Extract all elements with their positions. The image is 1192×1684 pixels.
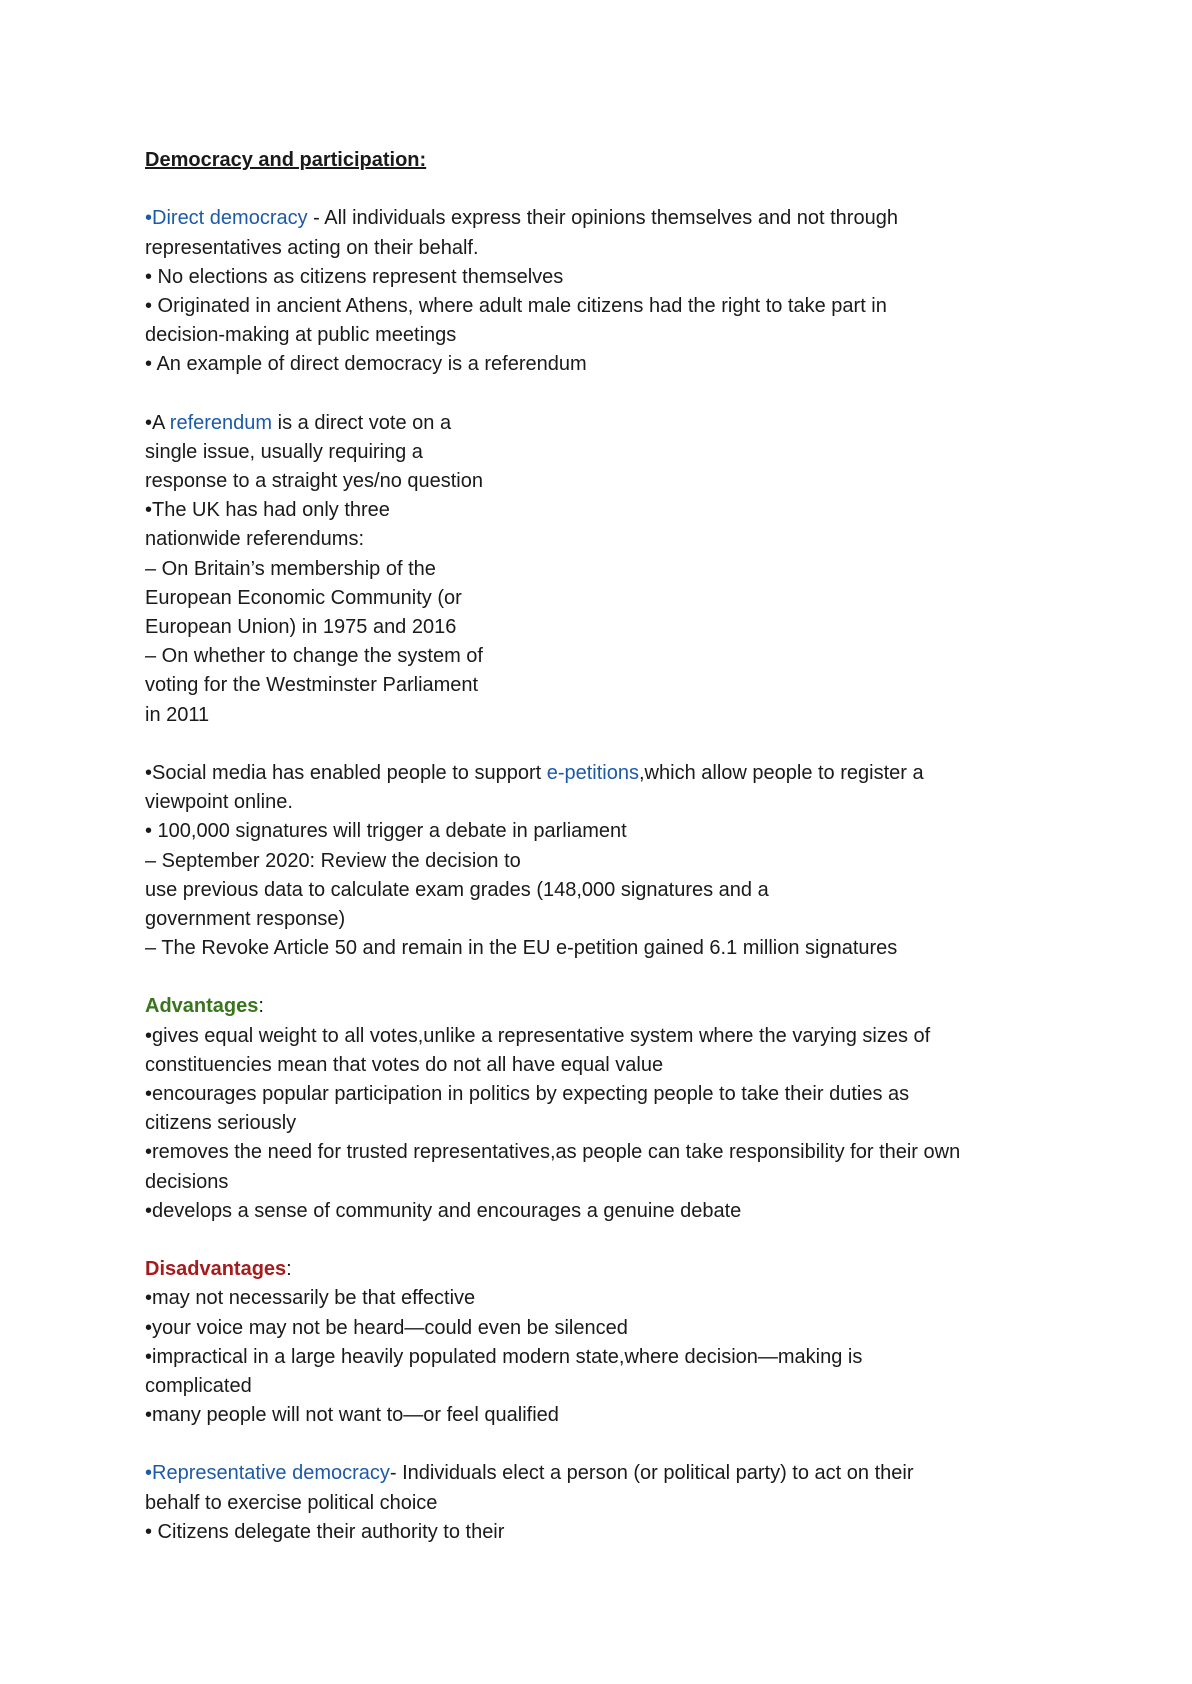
spacer	[145, 380, 1065, 409]
definition-text: is a direct vote on a	[272, 411, 452, 434]
spacer	[145, 1430, 1065, 1459]
list-item: •your voice may not be heard—could even be silenced	[145, 1316, 628, 1339]
list-item: •removes the need for trusted representatives,as people can take responsibility for their own	[145, 1141, 961, 1164]
text-line: • Originated in ancient Athens, where adult male citizens had the right to take part in	[145, 294, 887, 317]
text-line: – September 2020: Review the decision to	[145, 849, 521, 872]
list-item: •encourages popular participation in politics by expecting people to take their duties as	[145, 1083, 910, 1105]
text-line: • An example of direct democracy is a referendum	[145, 353, 587, 376]
page-title: Democracy and participation:	[145, 149, 427, 171]
spacer	[145, 730, 1065, 759]
list-item: •many people will not want to—or feel qualified	[145, 1404, 559, 1427]
text-line: European Union) in 1975 and 2016	[145, 616, 457, 638]
text-line: in 2011	[145, 703, 210, 726]
text-line: •The UK has had only three	[145, 499, 390, 522]
referendum-section	[145, 409, 1065, 730]
text-line: use previous data to calculate exam grades (148,000 signatures and a	[145, 878, 769, 901]
definition-text: ,which allow people to register a	[639, 761, 924, 784]
list-item: •may not necessarily be that effective	[145, 1287, 476, 1310]
epetitions-definition	[145, 759, 1065, 788]
spacer	[145, 175, 1065, 204]
list-item: complicated	[145, 1374, 252, 1397]
list-item: decisions	[145, 1170, 229, 1193]
spacer	[145, 963, 1065, 992]
disadvantages-section	[145, 1255, 1065, 1430]
advantages-label: Advantages	[145, 995, 259, 1018]
text-line: government response)	[145, 907, 346, 930]
text-line: – On whether to change the system of	[145, 645, 483, 668]
disadvantages-label: Disadvantages	[145, 1258, 287, 1281]
document-body	[145, 146, 1065, 1547]
list-item: •gives equal weight to all votes,unlike a representative system where the varying sizes of	[145, 1024, 931, 1047]
text-line: • No elections as citizens represent themselves	[145, 265, 564, 288]
term-representative-democracy: •Representative democracy	[145, 1462, 390, 1485]
representative-democracy-definition	[145, 1459, 1065, 1488]
text-line: • 100,000 signatures will trigger a debate in parliament	[145, 820, 627, 843]
text-line: decision-making at public meetings	[145, 324, 457, 347]
text-line: – The Revoke Article 50 and remain in the EU e-petition gained 6.1 million signatures	[145, 937, 898, 960]
text-line: nationwide referendums:	[145, 528, 365, 551]
definition-text: - Individuals elect a person (or political party) to act on their	[389, 1462, 914, 1485]
advantages-heading	[145, 992, 1065, 1021]
text-line: voting for the Westminster Parliament	[145, 674, 479, 697]
list-item: •impractical in a large heavily populated modern state,where decision—making is	[145, 1345, 863, 1368]
bullet: •Social media has enabled people to support	[145, 761, 547, 784]
text-line: representatives acting on their behalf.	[145, 236, 479, 259]
epetitions-section	[145, 759, 1065, 963]
advantages-section	[145, 992, 1065, 1226]
definition-text: - All individuals express their opinions themselves and not through	[307, 207, 898, 230]
text-line: European Economic Community (or	[145, 586, 462, 609]
heading-colon: :	[258, 995, 264, 1018]
direct-democracy-definition	[145, 204, 1065, 233]
representative-democracy-section	[145, 1459, 1065, 1547]
text-line: single issue, usually requiring a	[145, 440, 423, 463]
disadvantages-heading	[145, 1255, 1065, 1284]
list-item: citizens seriously	[145, 1112, 297, 1135]
spacer	[145, 1226, 1065, 1255]
text-line: – On Britain’s membership of the	[145, 557, 436, 580]
text-line: behalf to exercise political choice	[145, 1491, 438, 1514]
term-e-petitions: e-petitions	[546, 761, 639, 784]
referendum-definition	[145, 409, 1065, 438]
bullet: •A	[145, 411, 170, 434]
list-item: •develops a sense of community and encourages a genuine debate	[145, 1199, 742, 1222]
term-direct-democracy: Direct democracy	[152, 207, 308, 230]
bullet: •	[145, 207, 153, 230]
list-item: constituencies mean that votes do not all have equal value	[145, 1053, 664, 1076]
term-referendum: referendum	[169, 411, 273, 434]
direct-democracy-section	[145, 204, 1065, 379]
text-line: viewpoint online.	[145, 791, 293, 814]
heading-colon: :	[286, 1258, 292, 1281]
text-line: • Citizens delegate their authority to their	[145, 1520, 505, 1543]
text-line: response to a straight yes/no question	[145, 470, 483, 493]
